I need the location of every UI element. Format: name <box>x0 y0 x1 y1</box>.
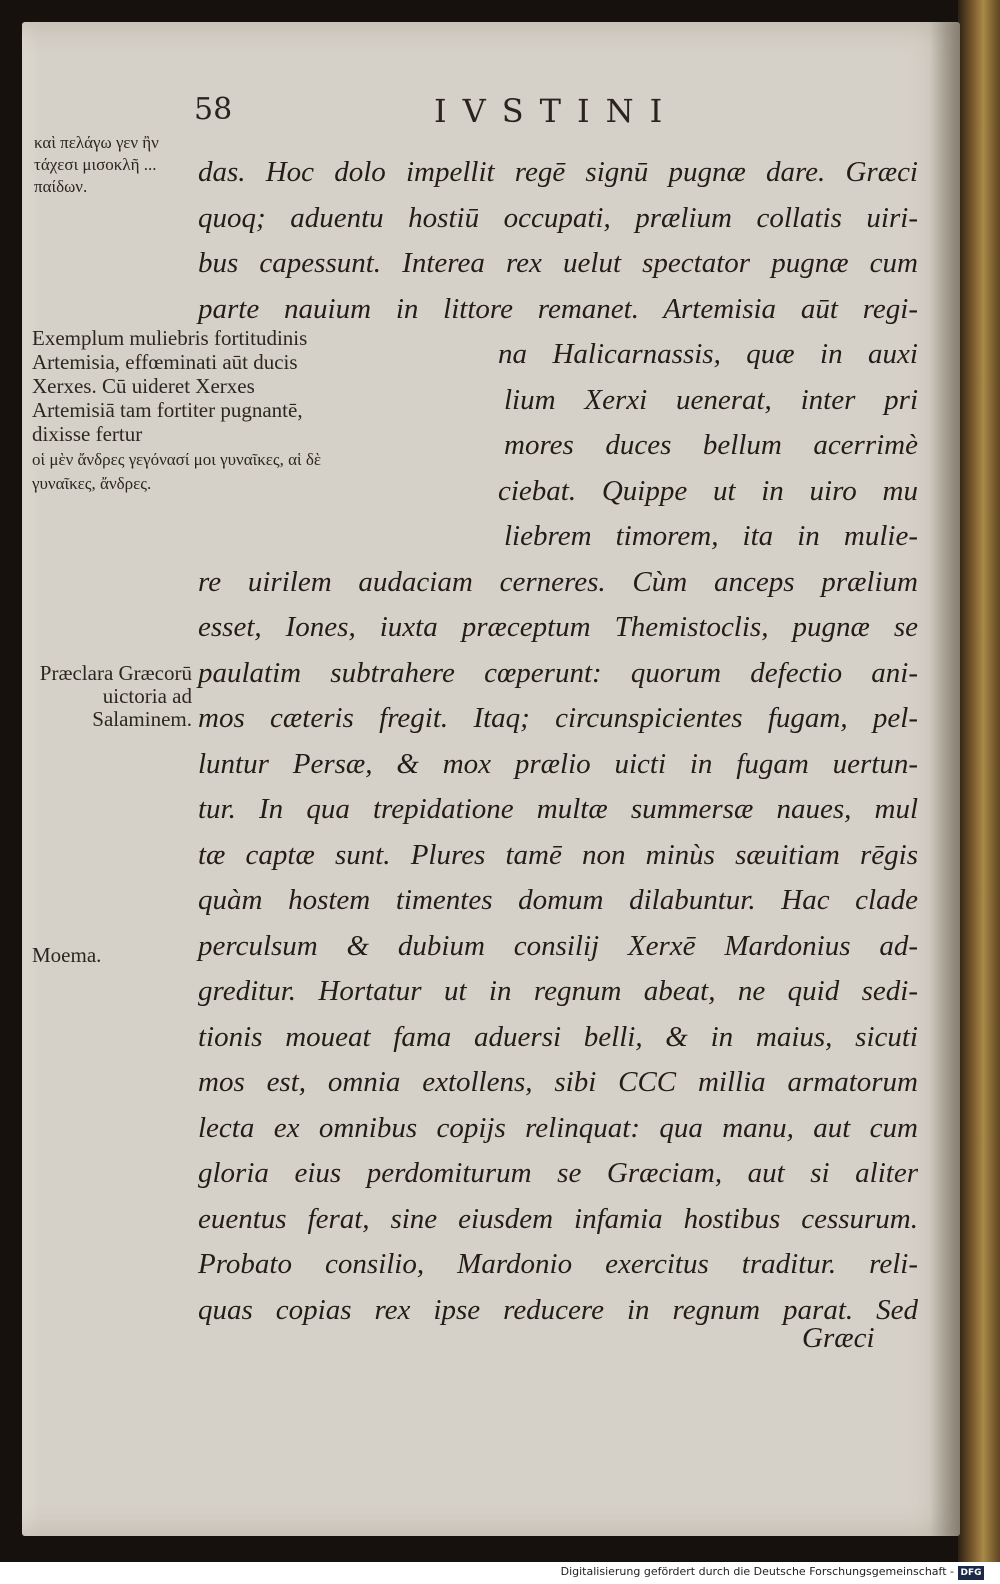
text-line: na Halicarnassis, quæ in auxi <box>498 338 918 370</box>
marginal-note-greek: καὶ πελάγω γεν ἢν τάχεσι μισοκλῆ ... παίδων. <box>34 133 159 196</box>
text-line: quàm hostem timentes domum dilabuntur. Hac clade <box>198 884 918 916</box>
text-line: paulatim subtrahere cœperunt: quorum defectio ani- <box>198 656 918 689</box>
text-line: tionis moueat fama aduersi belli, & in maius, sicuti <box>198 1020 918 1053</box>
dfg-logo-icon: DFG <box>958 1566 984 1580</box>
text-line: tur. In qua trepidatione multæ summersæ naues, mul <box>198 793 918 825</box>
text-line: gloria eius perdomiturum se Græciam, aut si aliter <box>198 1157 918 1189</box>
text-line: das. Hoc dolo impellit regē signū pugnæ dare. Græci <box>198 156 918 188</box>
page-number: 58 <box>194 92 233 127</box>
marginal-exemplum-text: Exemplum muliebris fortitudinis Artemisia, effœminati aūt ducis Xerxes. Cū uideret Xerxes Artemisiā tam fortiter pugnantē, dixisse fertur <box>32 326 308 446</box>
text-line: luntur Persæ, & mox prælio uicti in fugam uertun- <box>198 747 918 780</box>
footer-credit: Digitalisierung gefördert durch die Deutsche Forschungsgemeinschaft - <box>560 1565 954 1578</box>
text-line: mos cæteris fregit. Itaq; circunspicientes fugam, pel- <box>198 702 918 734</box>
text-line: esset, Iones, iuxta præceptum Themistoclis, pugnæ se <box>198 611 918 643</box>
marginal-note-praeclara: Præclara Græcorū uictoria ad Salaminem. <box>39 661 192 731</box>
book-edge <box>958 0 1000 1562</box>
text-line: greditur. Hortatur ut in regnum abeat, ne quid sedi- <box>198 975 918 1007</box>
text-line: lium Xerxi uenerat, inter pri <box>504 383 918 416</box>
text-line: tæ captæ sunt. Plures tamē non minùs sæuitiam rēgis <box>198 838 918 871</box>
book-page <box>22 22 960 1536</box>
text-line: bus capessunt. Interea rex uelut spectator pugnæ cum <box>198 247 918 279</box>
text-line: perculsum & dubium consilij Xerxē Mardonius ad- <box>198 929 918 962</box>
running-title: IVSTINI <box>434 92 679 130</box>
text-line: quas copias rex ipse reducere in regnum parat. Sed <box>198 1293 918 1326</box>
text-line: re uirilem audaciam cerneres. Cùm anceps prælium <box>198 565 918 598</box>
text-line: mos est, omnia extollens, sibi CCC millia armatorum <box>198 1066 918 1098</box>
text-line: ciebat. Quippe ut in uiro mu <box>498 474 918 507</box>
marginal-exemplum-greek: οἱ μὲν ἄνδρες γεγόνασί μοι γυναῖκες, αἱ δὲ γυναῖκες, ἄνδρες. <box>32 450 322 493</box>
text-line: euentus ferat, sine eiusdem infamia hostibus cessurum. <box>198 1202 918 1235</box>
text-line: mores duces bellum acerrimè <box>504 429 918 461</box>
text-line: Probato consilio, Mardonio exercitus traditur. reli- <box>198 1248 918 1280</box>
main-text-block <box>198 150 918 1333</box>
catchword: Græci <box>802 1322 875 1354</box>
page-curl-shadow <box>930 22 960 1536</box>
marginal-note-moema: Moema. <box>32 943 102 967</box>
page-header <box>22 92 960 132</box>
text-line: lecta ex omnibus copijs relinquat: qua manu, aut cum <box>198 1111 918 1144</box>
text-line: quoq; aduentu hostiū occupati, prælium collatis uiri- <box>198 201 918 234</box>
text-line: parte nauium in littore remanet. Artemisia aūt regi- <box>198 292 918 325</box>
digitization-footer <box>0 1562 1000 1584</box>
text-line: liebrem timorem, ita in mulie- <box>504 520 918 552</box>
